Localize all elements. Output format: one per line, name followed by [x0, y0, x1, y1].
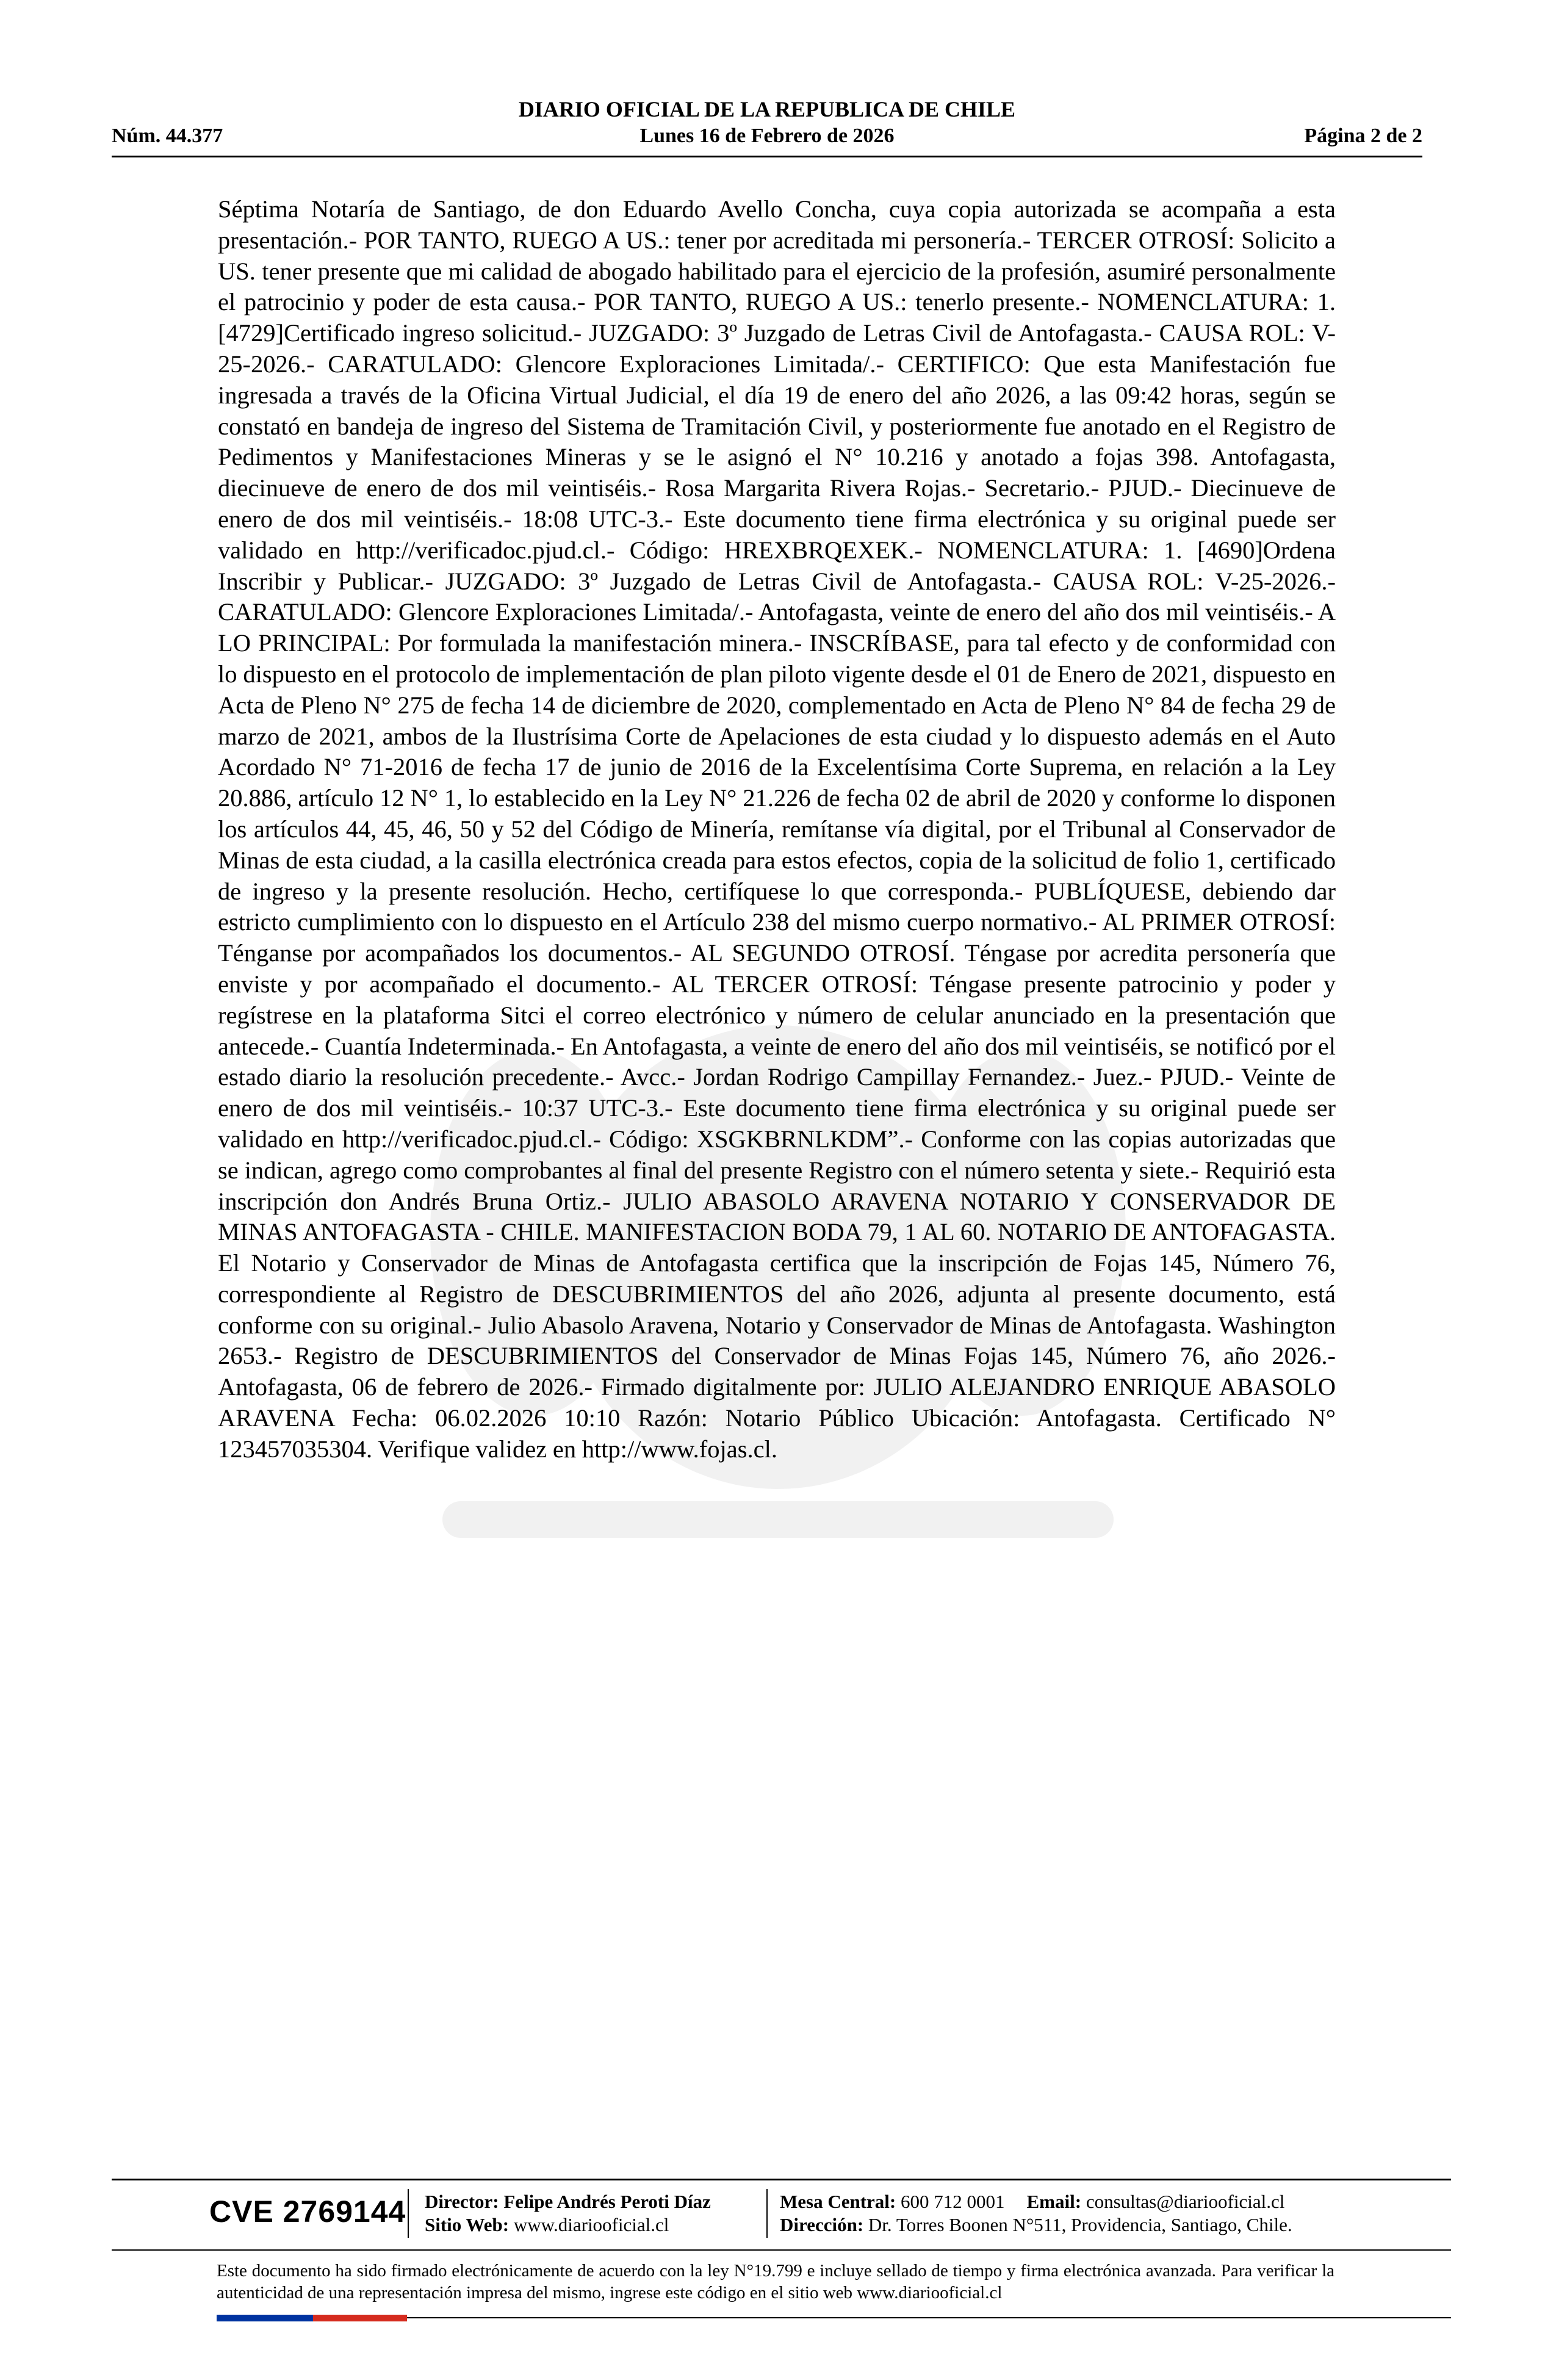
electronic-signature-disclaimer: Este documento ha sido firmado electrónicamente de acuerdo con la ley N°19.799 e incluye sellado de tiempo y firma electrónica avanzada. Para verificar la autenticidad de una representación impresa del mismo, ingrese este código en el sitio web www.diariooficial.cl: [217, 2261, 1334, 2302]
footer-separator: [408, 2189, 409, 2238]
page-number: Página 2 de 2: [1304, 124, 1422, 147]
director-label: Director:: [425, 2191, 499, 2212]
cve-code: CVE 2769144: [209, 2194, 406, 2229]
flag-stripe-red: [313, 2315, 407, 2321]
footer-info: [112, 2182, 1451, 2249]
email-label: Email:: [1026, 2191, 1082, 2212]
site-label: Sitio Web:: [425, 2214, 510, 2235]
issue-number: Núm. 44.377: [112, 124, 223, 147]
footer-director-block: [425, 2190, 711, 2237]
document-body: Séptima Notaría de Santiago, de don Eduardo Avello Concha, cuya copia autorizada se acompaña a esta presentación.- POR TANTO, RUEGO A US.: tener por acreditada mi personería.- TERCER OTROSÍ: Solicito a US. tener presente que mi calidad de abogado habilitado para el ejercicio de la profesión, asumiré personalmente el patrocinio y poder de esta causa.- POR TANTO, RUEGO A US.: tenerlo presente.- NOMENCLATURA: 1. [4729]Certificado ingreso solicitud.- JUZGADO: 3º Juzgado de Letras Civil de Antofagasta.- CAUSA ROL: V-25-2026.- CARATULADO: Glencore Exploraciones Limitada/.- CERTIFICO: Que esta Manifestación fue ingresada a través de la Oficina Virtual Judicial, el día 19 de enero del año 2026, a las 09:42 horas, según se constató en bandeja de ingreso del Sistema de Tramitación Civil, y posteriormente fue anotado en el Registro de Pedimentos y Manifestaciones Mineras y se le asignó el N° 10.216 y anotado a fojas 398. Antofagasta, diecinueve de enero de dos mil veintiséis.- Rosa Margarita Rivera Rojas.- Secretario.- PJUD.- Diecinueve de enero de dos mil veintiséis.- 18:08 UTC-3.- Este documento tiene firma electrónica y su original puede ser validado en http://verificadoc.pjud.cl.- Código: HREXBRQEXEK.- NOMENCLATURA: 1. [4690]Ordena Inscribir y Publicar.- JUZGADO: 3º Juzgado de Letras Civil de Antofagasta.- CAUSA ROL: V-25-2026.- CARATULADO: Glencore Exploraciones Limitada/.- Antofagasta, veinte de enero del año dos mil veintiséis.- A LO PRINCIPAL: Por formulada la manifestación minera.- INSCRÍBASE, para tal efecto y de conformidad con lo dispuesto en el protocolo de implementación de plan piloto vigente desde el 01 de Enero de 2021, dispuesto en Acta de Pleno N° 275 de fecha 14 de diciembre de 2020, complementado en Acta de Pleno N° 84 de fecha 29 de marzo de 2021, ambos de la Ilustrísima Corte de Apelaciones de esta ciudad y lo dispuesto además en el Auto Acordado N° 71-2016 de fecha 17 de junio de 2016 de la Excelentísima Corte Suprema, en relación a la Ley 20.886, artículo 12 N° 1, lo establecido en la Ley N° 21.226 de fecha 02 de abril de 2020 y conforme lo disponen los artículos 44, 45, 46, 50 y 52 del Código de Minería, remítanse vía digital, por el Tribunal al Conservador de Minas de esta ciudad, a la casilla electrónica creada para estos efectos, copia de la solicitud de folio 1, certificado de ingreso y la presente resolución. Hecho, certifíquese lo que corresponda.- PUBLÍQUESE, debiendo dar estricto cumplimiento con lo dispuesto en el Artículo 238 del mismo cuerpo normativo.- AL PRIMER OTROSÍ: Ténganse por acompañados los documentos.- AL SEGUNDO OTROSÍ. Téngase por acredita personería que enviste y por acompañado el documento.- AL TERCER OTROSÍ: Téngase presente patrocinio y poder y regístrese en la plataforma Sitci el correo electrónico y número de celular anunciado en la presentación que antecede.- Cuantía Indeterminada.- En Antofagasta, a veinte de enero del año dos mil veintiséis, se notificó por el estado diario la resolución precedente.- Avcc.- Jordan Rodrigo Campillay Fernandez.- Juez.- PJUD.- Veinte de enero de dos mil veintiséis.- 10:37 UTC-3.- Este documento tiene firma electrónica y su original puede ser validado en http://verificadoc.pjud.cl.- Código: XSGKBRNLKDM”.- Conforme con las copias autorizadas que se indican, agrego como comprobantes al final del presente Registro con el número setenta y siete.- Requirió esta inscripción don Andrés Bruna Ortiz.- JULIO ABASOLO ARAVENA NOTARIO Y CONSERVADOR DE MINAS ANTOFAGASTA - CHILE. MANIFESTACION BODA 79, 1 AL 60. NOTARIO DE ANTOFAGASTA. El Notario y Conservador de Minas de Antofagasta certifica que la inscripción de Fojas 145, Número 76, correspondiente al Registro de DESCUBRIMIENTOS del año 2026, adjunta al presente documento, está conforme con su original.- Julio Abasolo Aravena, Notario y Conservador de Minas de Antofagasta. Washington 2653.- Registro de DESCUBRIMIENTOS del Conservador de Minas Fojas 145, Número 76, año 2026.- Antofagasta, 06 de febrero de 2026.- Firmado digitalmente por: JULIO ALEJANDRO ENRIQUE ABASOLO ARAVENA Fecha: 06.02.2026 10:10 Razón: Notario Público Ubicación: Antofagasta. Certificado N° 123457035304. Verifique validez en http://www.fojas.cl.: [218, 195, 1336, 1463]
footer-contact-block: [780, 2190, 1292, 2237]
email-link[interactable]: consultas@diariooficial.cl: [1086, 2191, 1285, 2212]
footer-divider-top: [112, 2179, 1451, 2180]
flag-stripe-blue: [217, 2315, 313, 2321]
phone-value: 600 712 0001: [901, 2191, 1005, 2212]
phone-label: Mesa Central:: [780, 2191, 896, 2212]
newspaper-title: DIARIO OFICIAL DE LA REPUBLICA DE CHILE: [518, 97, 1016, 121]
footer-separator: [766, 2189, 768, 2238]
site-link[interactable]: www.diariooficial.cl: [513, 2214, 669, 2235]
issue-date: Lunes 16 de Febrero de 2026: [639, 124, 895, 147]
page-header: [112, 95, 1422, 157]
director-name: Felipe Andrés Peroti Díaz: [503, 2191, 711, 2212]
address-value: Dr. Torres Boonen N°511, Providencia, Santiago, Chile.: [868, 2214, 1292, 2235]
footer-divider-middle: [112, 2249, 1451, 2251]
footer-divider-bottom: [407, 2317, 1451, 2318]
address-label: Dirección:: [780, 2214, 864, 2235]
